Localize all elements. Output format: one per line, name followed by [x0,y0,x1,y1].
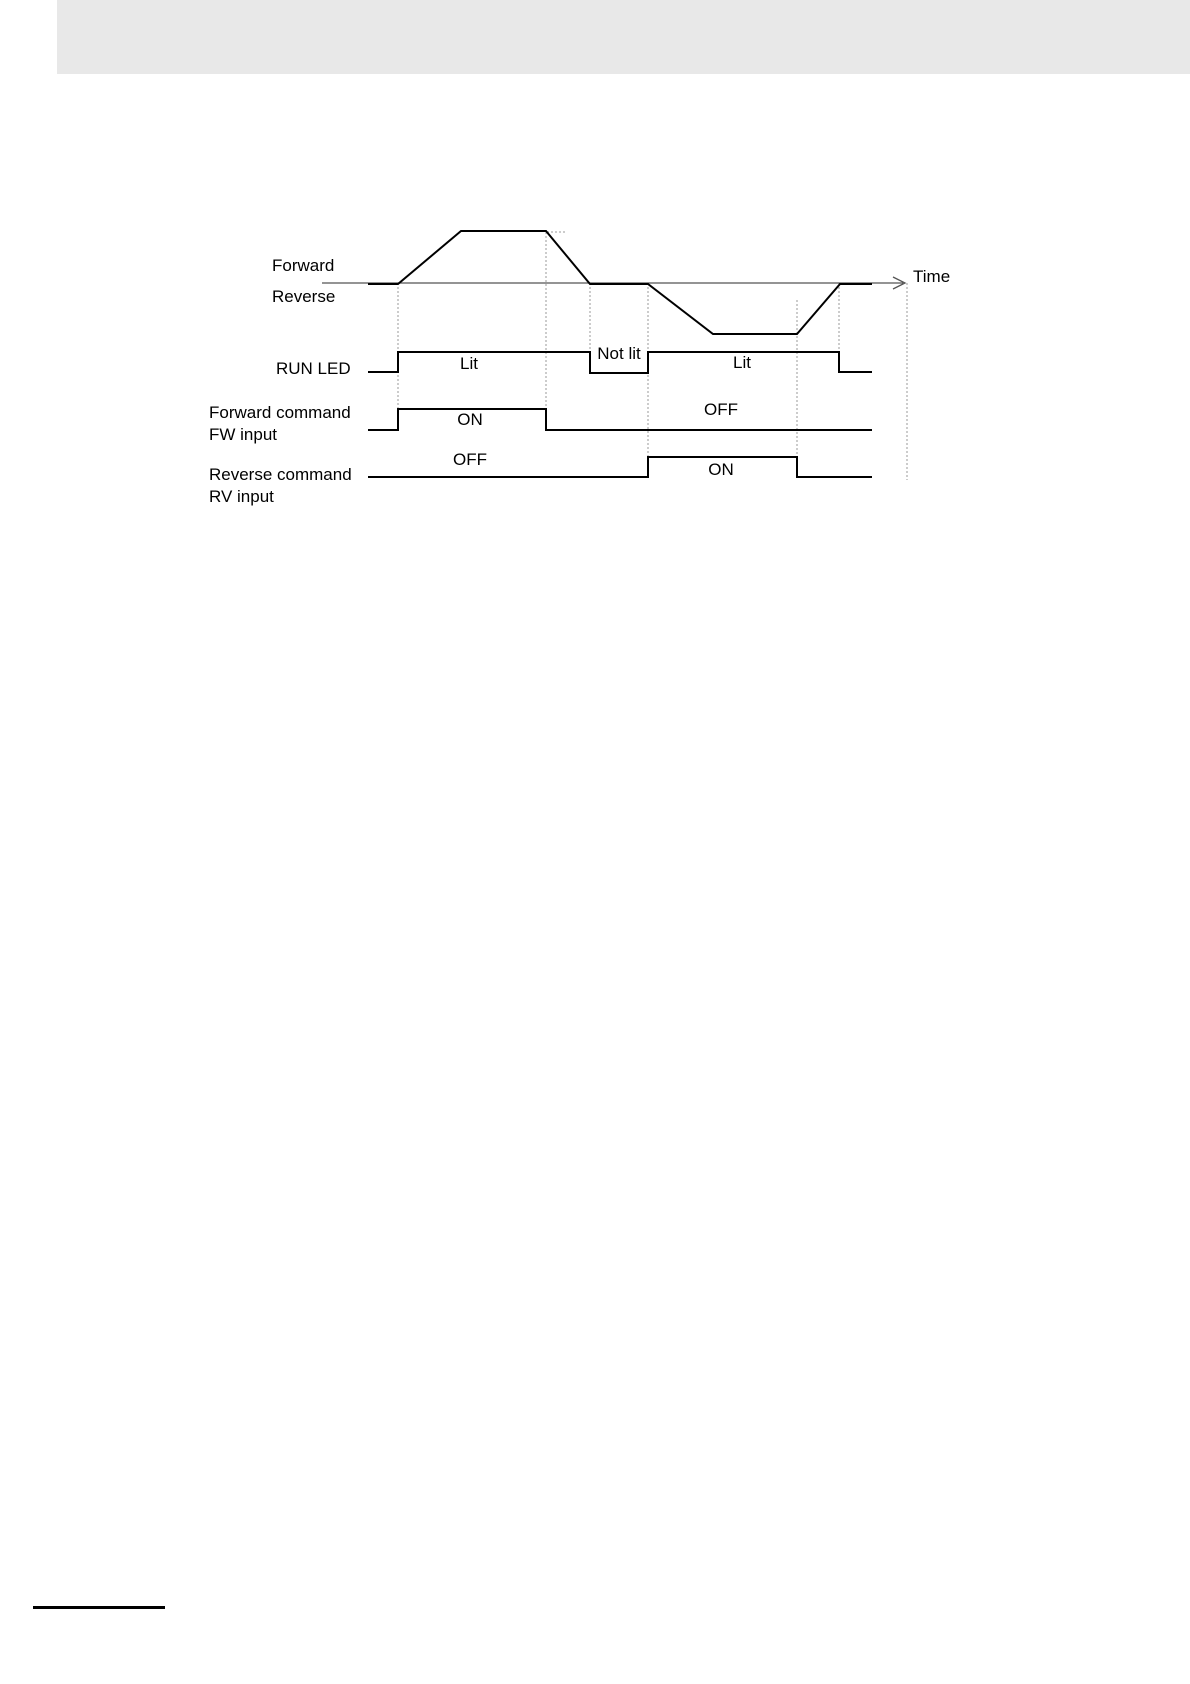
run-led-state-not-lit: Not lit [597,344,641,363]
fw-state-off: OFF [704,400,738,419]
fw-input-signal [209,400,872,444]
time-axis-label: Time [913,267,951,286]
speed-label-reverse: Reverse [272,287,336,306]
rv-state-off: OFF [453,450,487,469]
speed-label-forward: Forward [272,256,335,275]
run-led-signal [276,344,872,378]
footer-rule [33,1606,165,1609]
rv-label-line1: Reverse command [209,465,352,484]
rv-label-line2: RV input [209,487,274,506]
time-axis [322,267,950,289]
rv-state-on: ON [708,460,734,479]
rv-input-signal [209,450,872,506]
fw-label-line1: Forward command [209,403,351,422]
run-led-state-lit-1: Lit [460,354,478,373]
run-led-label: RUN LED [276,359,351,378]
fw-state-on: ON [457,410,483,429]
fw-trace [368,409,872,430]
fw-label-line2: FW input [209,425,278,444]
rv-trace [368,457,872,477]
run-led-state-lit-2: Lit [733,353,751,372]
